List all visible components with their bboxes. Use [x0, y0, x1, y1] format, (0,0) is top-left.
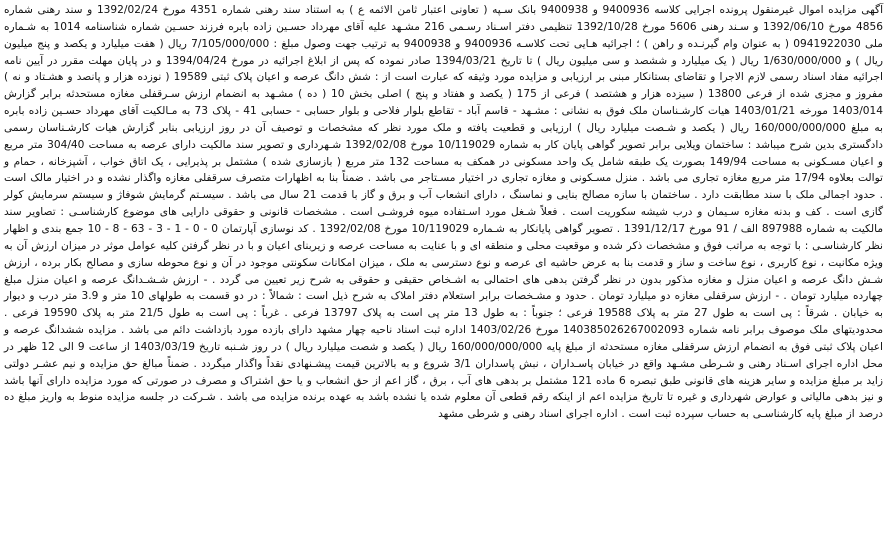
auction-notice-text: آگهی مزایده اموال غیرمنقول پرونده اجرایی کلاسه 9400936 و 9400938 بانک سـپه ( تعاونی اعتبار ثامن الائمه ع ) به استناد سند رهنی شماره 4351 مورخ 1392/02/24 و سند رهنی شماره 4856 مورخ 1392/06/10 و سـند رهنی 5606 مورخ 1392/10/28 تنظیمی دفتر اسـناد رسـمی 216 مشـهد علیه آقای مهرداد حسـین زاده بابره فرزند حسـین شماره شناسنامه 1014 به شـماره ملی 0941922030 ( به عنوان وام گیرنـده و راهن ) ؛ اجرائیه هـایی تحت کلاسـه 9400936 و 9400938 به ترتیب جهت وصول مبلغ : 7/105/000/000 ریال ( هفت میلیارد و یکصد و پنج میلیون ریال ) و 1/630/000/000 ریال ( یک میلیارد و ششصد و سی میلیون ریال ) تا تاریخ 1394/03/21 صادر نموده که پس از ابلاغ اجرائیه در مورخ 1394/04/24 و در پایان مهلت مقرر در آیین نامه اجرائیه مفاد اسناد رسمی لازم الاجرا و تقاضای بستانکار مبنی بر ارزیابی و مزایده مورد وثیقه که عبارت است از : شش دانگ عرصه و اعیان پلاک ثبتی 19589 ( نوزده هزار و پانصد و هشـتاد و نه ) مفروز و مجزی شده از فرعی 13800 ( سیزده هزار و هشتصد ) فرعی از 175 ( یکصد و هفتاد و پنج ) اصلی بخش 10 ( ده ) مشـهد به انضمام ارزش سـرقفلی مغازه مستحدثه برابر گزارش 1403/014 مورخه 1403/01/21 هیات کارشـناسان ملک فوق به نشانی : مشـهد - قاسم آباد - تقاطع بلوار فلاحی و بلوار حسابی - حسابی 41 - پلاک 73 به مـالکیت آقای مهرداد حسـین زاده بابره به مبلغ 160/000/000/000 ریال ( یکصد و شـصت میلیارد ریال ) ارزیابی و قطعیت یافته و ملک مورد نظر که مشخصات و توصیف آن در روز ارزیابی بنابر گزارش هیات کارشـناسان رسمی دادگستری بدین شرح میباشد : ساختمان ویلایی برابر تصویر گواهی پایان کار به شماره 10/119029 مورخ 1392/02/08 شـهرداری و تصویر سند مالکیت دارای عرصه به مساحت 304/40 متر مربع و اعیان مسـکونی به مساحت 149/94 بصورت یک طبقه شامل یک واحد مسکونی در همکف به مساحت 132 متر مربع ( بازسازی شده ) مشتمل بر پذیرایی ، یک اتاق خواب ، آشپزخانه ، حمام و توالت بعلاوه 17/94 متر مربع مغازه تجاری می باشد . منزل مسـکونی و مغازه تجاری در اختیار مسـتاجر می باشد . ضمناً بنا به اظهارات متصرف سرقفلی مغازه واگذار نشده و در اختیار مالک است . حدود اجمالی ملک با سند مطابقت دارد . ساختمان با سازه مصالح بنایی و نماسنگ ، دارای انشعاب آب و برق و گاز با قدمت 21 سال می باشد . سیسـتم گرمایش شوفاژ و سیستم سرمایش کولر گازی است . کف و بدنه مغازه سـیمان و درب شیشه سکوریت است . فعلاً شـغل مورد اسـتفاده میوه فروشـی است . مشخصات قانونی و حقوقی دارایی های موضوع کارشناسـی : تصاویر سند مالکیت به شماره 897988 الف / 91 مورخ 1391/12/17 . تصویر گواهی پایانکار به شـماره 10/119029 مورخ 1392/02/08 . کد نوسازی آپارتمان 0 - 0 - 1 - 3 - 63 - 8 - 10 جمع بندی و اظهار نظر کارشناسـی : با توجه به مراتب فوق و مشخصات ذکر شده و موقعیت محلی و منطقه ای و با عنایت به مساحت عرصه و زیربنای اعیان و با در نظر گرفتن کلیه عوامل موثر در میزان ارزش آن به ویژه مکانیت ، نوع کاربری ، نوع ساخت و ساز و قدمت بنا به عرض حاشیه ای عرصه و نوع دسترسی به ملک ، میزان امکانات سکونتی موجود در آن و نوع محوطه سازی و مصالح بکار برده ، ارزش شـش دانگ عرصه و اعیان منزل و مغازه مذکور بدون در نظر گرفتن بدهی های احتمالی به اشـخاص حقیقی و حقوقی به شرح زیر تعیین می گردد . - ارزش شـشـدانگ عرصه و اعیان منزل مبلغ چهارده میلیارد تومان . - ارزش سرقفلی مغازه دو میلیارد تومان . حدود و مشـخصات برابر استعلام دفتر املاک به شرح ذیل است : شمالاً : در دو قسمت به طولهای 10 متر و 3.9 متر درب و دیوار به خیابان . شرقاً : پی است به طول 27 متر به پلاک 19588 فرعی ؛ جنوباً : به طول 13 متر پی است به پلاک 13797 فرعی . غرباً : پی است به طول 21/5 متر به پلاک 19590 فرعی . محدودیتهای ملک موصوف برابر نامه شماره 140385026267002093 مورخ 1403/02/26 اداره ثبت اسناد ناحیه چهار مشهد دارای بازده مورد بازداشت دائم می باشد . مزایده ششدانگ عرصه و اعیان پلاک ثبتی فوق به انضمام ارزش سرقفلی مغازه مستحدثه از مبلغ پایه 160/000/000/000 ریال ( یکصد و شصت میلیارد ریال ) در روز شـنبه تاریخ 1403/03/19 از ساعت 9 الی 12 ظهر در محل اداره اجرای اسـناد رهنی و شـرطی مشـهد واقع در خیابان پاسـداران ، نبش پاسداران 3/1 شروع و به بالاترین قیمت پیشـنهادی نقداً واگذار میگردد . ضمناً مبالغ حق مزایده و نیم عشـر دولتی زاید بر مبلغ مزایده و سایر هزینه های قانونی طبق تبصره 6 ماده 121 مشتمل بر بدهی های آب ، برق ، گاز اعم از حق انشعاب و یا حق اشتراک و مصرف در صورتی که مورد مزایده دارای آنها باشد و نیز بدهی مالیاتی و عوارض شهرداری و غیره تا تاریخ مزایده اعم از اینکه رقم قطعی آن معلوم شده یا نشده باشد به عهده برنده مزایده می باشد . شـرکت در جلسه مزایده منوط به واریز مبلغ ده درصد از مبلغ پایه کارشناسـی به حساب سپرده ثبت است . اداره اجرای اسناد رهنی و شرطی مشهد [4, 4, 884, 421]
